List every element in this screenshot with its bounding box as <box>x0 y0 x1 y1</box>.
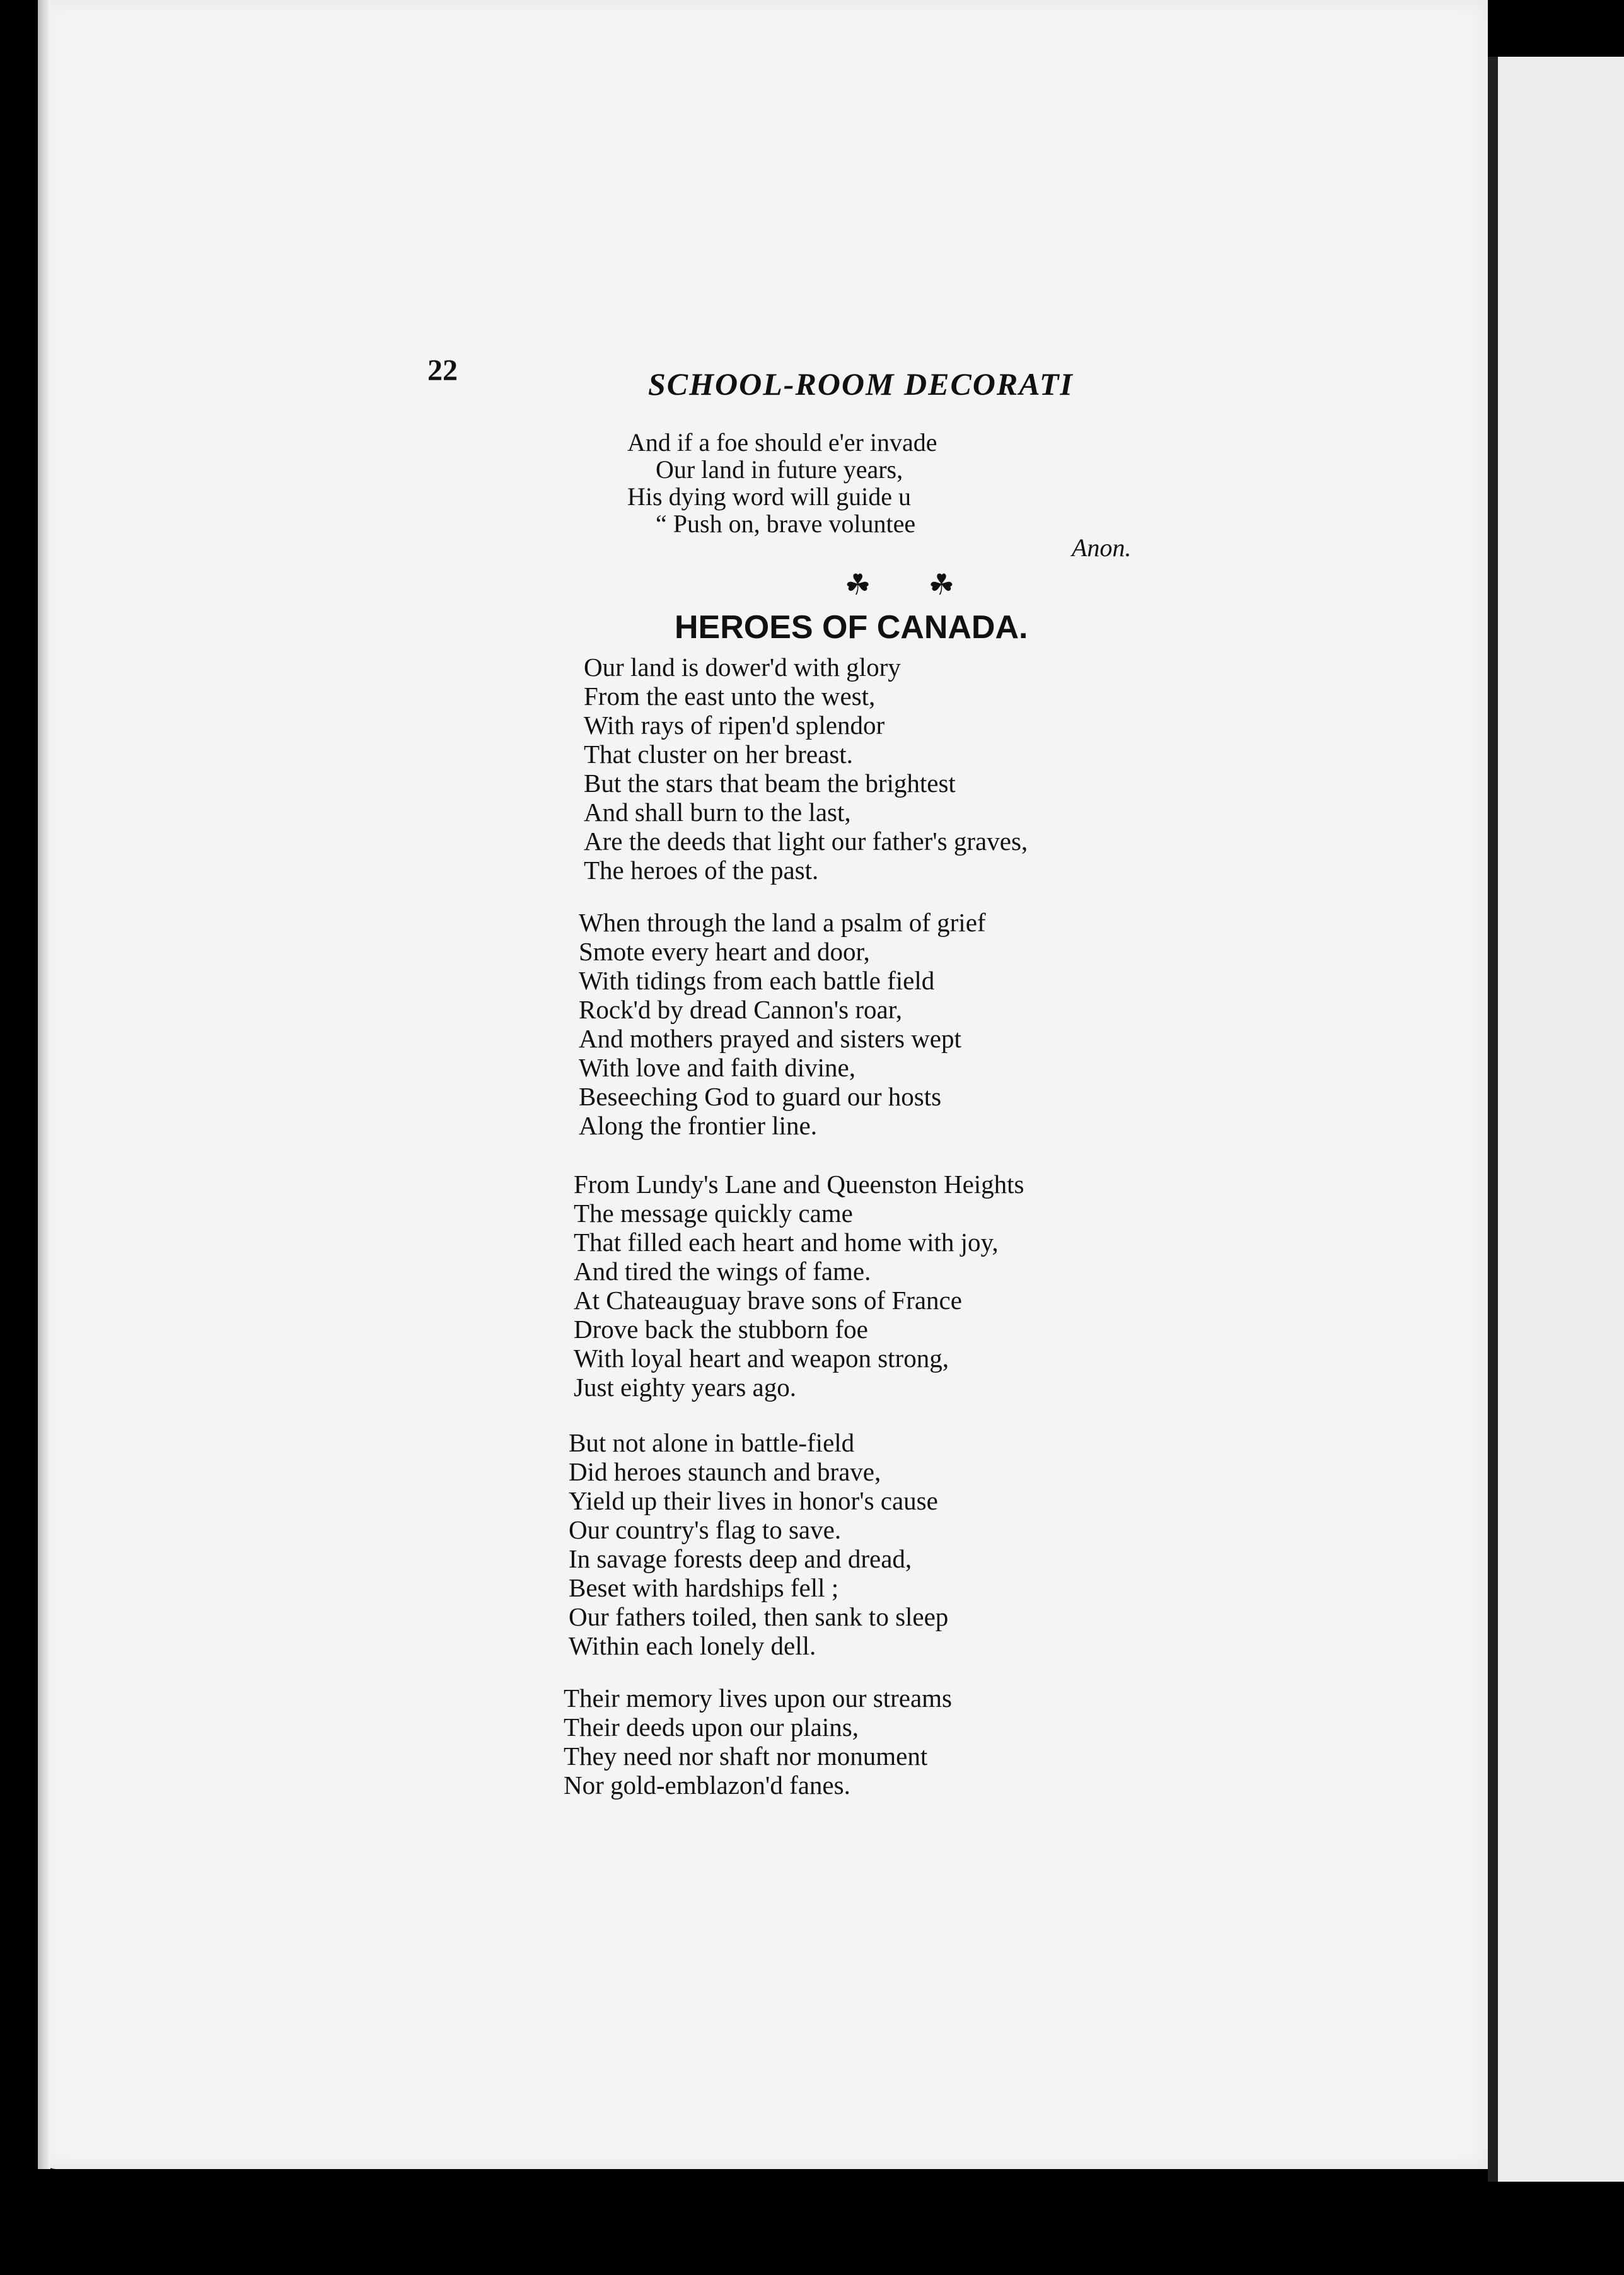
stanza-2 <box>579 908 986 1140</box>
poem-line: Within each lonely dell. <box>569 1631 816 1660</box>
poem-line: And mothers prayed and sisters wept <box>579 1024 961 1053</box>
running-head: SCHOOL-ROOM DECORATI <box>648 366 1074 402</box>
poem-line: At Chateauguay brave sons of France <box>574 1286 962 1315</box>
poem-line: When through the land a psalm of grief <box>579 908 986 937</box>
poem-line: Beseeching God to guard our hosts <box>579 1082 942 1111</box>
poem-line: From Lundy's Lane and Queenston Heights <box>574 1170 1024 1199</box>
attribution: Anon. <box>1072 533 1132 562</box>
stanza-1 <box>584 653 1028 885</box>
poem-line: Beset with hardships fell ; <box>569 1573 839 1602</box>
poem-line: The heroes of the past. <box>584 856 819 885</box>
poem-line: Their deeds upon our plains, <box>564 1713 859 1742</box>
poem-line: Smote every heart and door, <box>579 937 870 966</box>
poem-line: Rock'd by dread Cannon's roar, <box>579 995 902 1024</box>
poem-line: Nor gold-emblazon'd fanes. <box>564 1771 850 1800</box>
poem-line: From the east unto the west, <box>584 682 876 711</box>
poem-line: Did heroes staunch and brave, <box>569 1457 881 1486</box>
poem-line: And if a foe should e'er invade <box>627 428 937 457</box>
poem-line: That cluster on her breast. <box>584 740 853 769</box>
poem-line: Are the deeds that light our father's graves, <box>584 827 1028 856</box>
poem-line: Drove back the stubborn foe <box>574 1315 868 1344</box>
poem-line: “ Push on, brave voluntee <box>656 509 916 538</box>
book-page <box>38 0 1488 2169</box>
page-number: 22 <box>427 354 458 387</box>
poem-line: Yield up their lives in honor's cause <box>569 1486 938 1515</box>
facing-page-edge <box>1488 57 1624 2182</box>
poem-line: Just eighty years ago. <box>574 1373 796 1402</box>
poem-line: The message quickly came <box>574 1199 853 1228</box>
poem-line: His dying word will guide u <box>627 482 911 511</box>
poem-line: With rays of ripen'd splendor <box>584 711 885 740</box>
poem-line: Our land in future years, <box>656 455 903 484</box>
stanza-4 <box>569 1428 948 1660</box>
shamrock-ornament: ☘ ☘ <box>845 569 980 601</box>
poem-line: In savage forests deep and dread, <box>569 1544 912 1573</box>
previous-poem-stanza <box>627 429 937 537</box>
poem-line: Our fathers toiled, then sank to sleep <box>569 1602 949 1631</box>
poem-line: Along the frontier line. <box>579 1111 818 1140</box>
poem-line: Our country's flag to save. <box>569 1515 842 1544</box>
poem-line: With love and faith divine, <box>579 1053 856 1082</box>
poem-line: Their memory lives upon our streams <box>564 1684 953 1713</box>
stanza-3 <box>574 1170 1024 1402</box>
poem-line: Our land is dower'd with glory <box>584 653 901 682</box>
poem-line: But not alone in battle-field <box>569 1428 855 1457</box>
poem-line: But the stars that beam the brightest <box>584 769 956 798</box>
poem-line: With tidings from each battle field <box>579 966 935 995</box>
poem-line: And tired the wings of fame. <box>574 1257 871 1286</box>
poem-line: That filled each heart and home with joy, <box>574 1228 999 1257</box>
poem-line: With loyal heart and weapon strong, <box>574 1344 949 1373</box>
poem-line: And shall burn to the last, <box>584 798 851 827</box>
poem-title: HEROES OF CANADA. <box>675 609 1028 646</box>
stanza-5 <box>564 1684 952 1800</box>
poem-line: They need nor shaft nor monument <box>564 1742 928 1771</box>
